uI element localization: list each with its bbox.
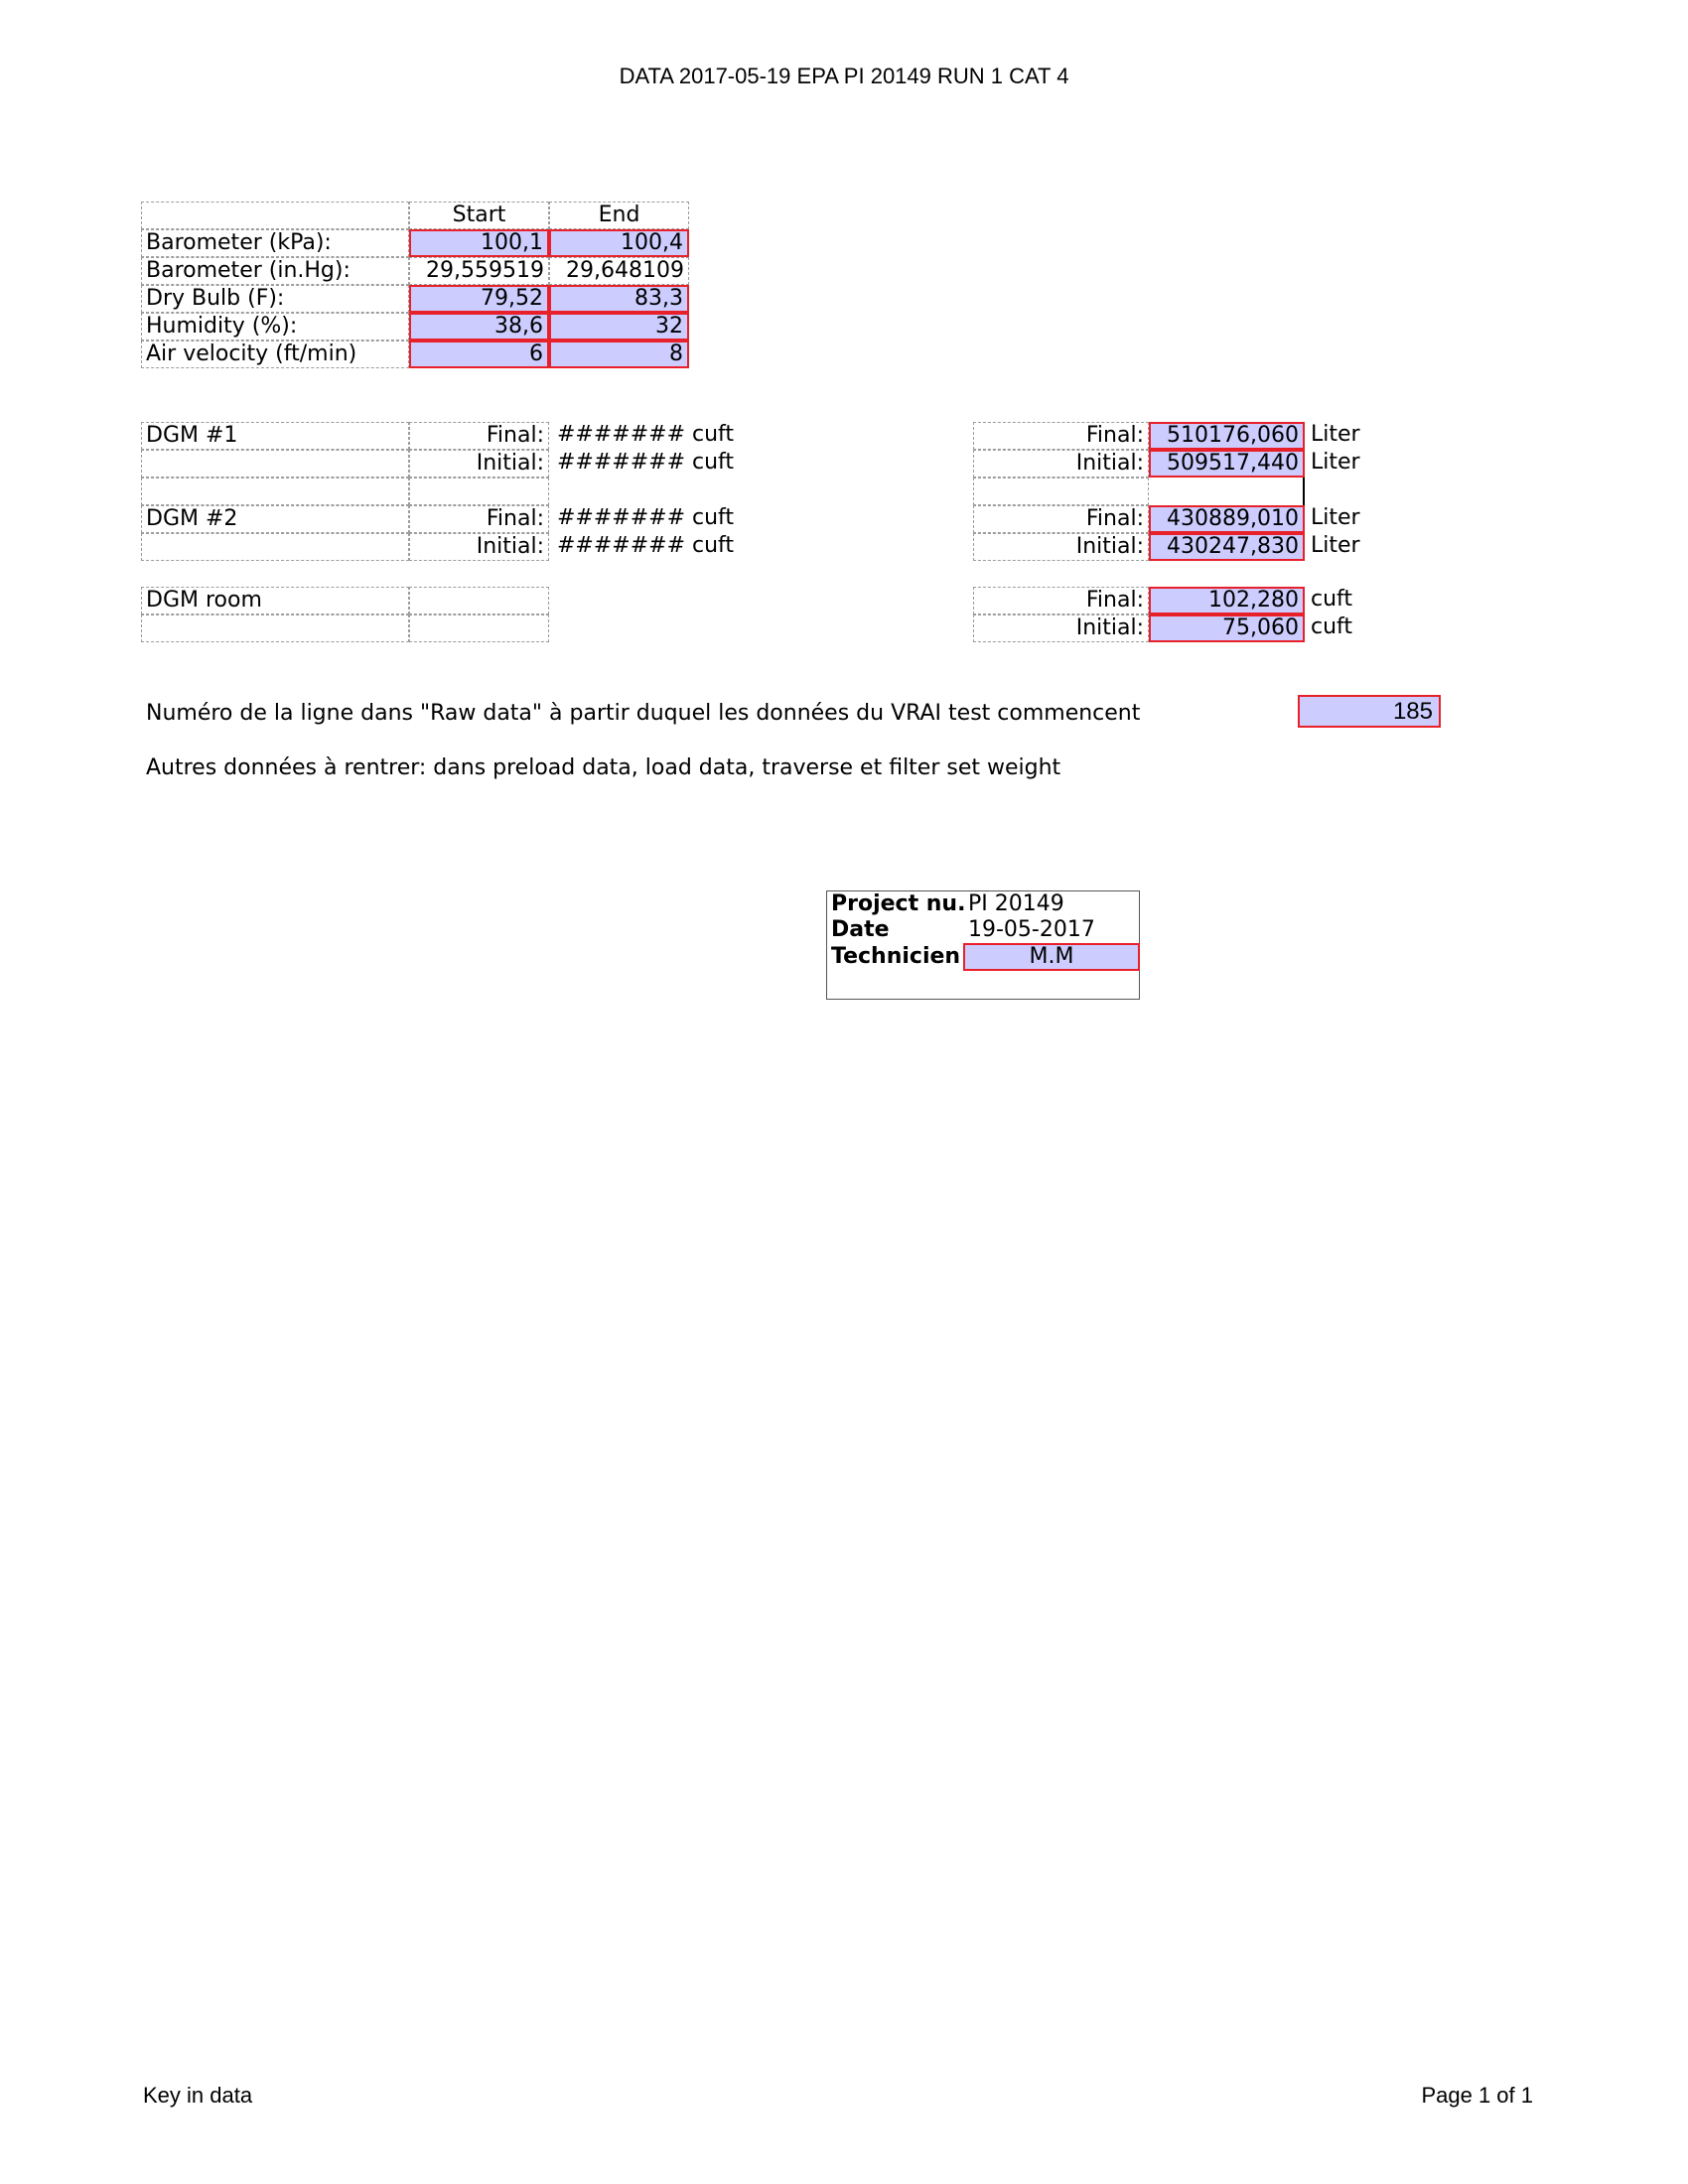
barometer-kpa-end-input[interactable]: 100,4 [549, 229, 689, 257]
dgm2-final-cuft-value: ####### [557, 505, 686, 530]
barometer-inhg-label: Barometer (in.Hg): [141, 257, 409, 285]
dgm2-final-label-right: Final: [973, 505, 1149, 533]
dry-bulb-start-input[interactable]: 79,52 [409, 285, 549, 313]
footer-key-in-data: Key in data [143, 2083, 253, 2108]
technician-input[interactable]: M.M [963, 943, 1140, 971]
barometer-inhg-start: 29,559519 [409, 257, 549, 285]
barometer-inhg-end: 29,648109 [549, 257, 689, 285]
raw-data-line-input[interactable]: 185 [1298, 695, 1441, 728]
dgm2-initial-cuft-unit: cuft [692, 533, 735, 558]
dgm-room-name: DGM room [141, 587, 409, 614]
humidity-label: Humidity (%): [141, 313, 409, 341]
project-number-value: PI 20149 [968, 891, 1064, 916]
dgm1-initial-liter-unit: Liter [1311, 450, 1360, 475]
dgm2-empty-cell [141, 533, 409, 561]
corner-cell [141, 202, 409, 229]
col-end-header: End [549, 202, 689, 229]
dgm-room-initial-input[interactable]: 75,060 [1149, 614, 1305, 642]
spacer-cell [141, 478, 409, 505]
dgm2-initial-liter-unit: Liter [1311, 533, 1360, 558]
col-start-header: Start [409, 202, 549, 229]
dgm1-initial-liter-input[interactable]: 509517,440 [1149, 450, 1305, 478]
dgm1-final-label: Final: [409, 422, 549, 450]
spacer-cell [973, 478, 1149, 505]
dgm-room-initial-label: Initial: [973, 614, 1149, 642]
dgm2-initial-label-right: Initial: [973, 533, 1149, 561]
dgm-room-final-unit: cuft [1311, 587, 1353, 612]
dgm-room-final-input[interactable]: 102,280 [1149, 587, 1305, 614]
dgm1-empty-cell [141, 450, 409, 478]
project-number-label: Project nu. [831, 891, 966, 916]
dgm2-final-liter-unit: Liter [1311, 505, 1360, 530]
page-header: DATA 2017-05-19 EPA PI 20149 RUN 1 CAT 4 [619, 64, 1069, 88]
barometer-kpa-start-input[interactable]: 100,1 [409, 229, 549, 257]
dgm1-name: DGM #1 [141, 422, 409, 450]
dgm1-initial-label: Initial: [409, 450, 549, 478]
other-data-note: Autres données à rentrer: dans preload data, load data, traverse et filter set weight [146, 755, 1061, 780]
barometer-kpa-label: Barometer (kPa): [141, 229, 409, 257]
air-velocity-start-input[interactable]: 6 [409, 341, 549, 368]
dgm2-initial-liter-input[interactable]: 430247,830 [1149, 533, 1305, 561]
air-velocity-label: Air velocity (ft/min) [141, 341, 409, 368]
dgm1-final-cuft-unit: cuft [692, 422, 735, 447]
footer-page-number: Page 1 of 1 [1421, 2083, 1533, 2108]
spacer-cell [409, 478, 549, 505]
dry-bulb-end-input[interactable]: 83,3 [549, 285, 689, 313]
date-value: 19-05-2017 [968, 917, 1095, 942]
technician-label: Technicien [831, 944, 961, 969]
raw-data-line-label: Numéro de la ligne dans "Raw data" à partir duquel les données du VRAI test commencent [146, 701, 1141, 726]
dgm-room-empty-cell [409, 587, 549, 614]
dgm2-final-label: Final: [409, 505, 549, 533]
dgm-room-empty-cell [409, 614, 549, 642]
dgm2-final-liter-input[interactable]: 430889,010 [1149, 505, 1305, 533]
humidity-start-input[interactable]: 38,6 [409, 313, 549, 341]
dgm2-initial-cuft-value: ####### [557, 533, 686, 558]
humidity-end-input[interactable]: 32 [549, 313, 689, 341]
project-info-box [826, 890, 1140, 1000]
date-label: Date [831, 917, 890, 942]
dgm1-initial-label-right: Initial: [973, 450, 1149, 478]
dgm-room-final-label: Final: [973, 587, 1149, 614]
dgm1-final-liter-unit: Liter [1311, 422, 1360, 447]
dgm2-final-cuft-unit: cuft [692, 505, 735, 530]
dgm1-final-label-right: Final: [973, 422, 1149, 450]
dgm-room-initial-unit: cuft [1311, 614, 1353, 639]
air-velocity-end-input[interactable]: 8 [549, 341, 689, 368]
cell-divider [1303, 478, 1305, 505]
dgm1-initial-cuft-unit: cuft [692, 450, 735, 475]
dgm2-name: DGM #2 [141, 505, 409, 533]
dgm-room-empty-cell [141, 614, 409, 642]
dgm1-final-liter-input[interactable]: 510176,060 [1149, 422, 1305, 450]
dgm1-initial-cuft-value: ####### [557, 450, 686, 475]
dgm2-initial-label: Initial: [409, 533, 549, 561]
dry-bulb-label: Dry Bulb (F): [141, 285, 409, 313]
dgm1-final-cuft-value: ####### [557, 422, 686, 447]
